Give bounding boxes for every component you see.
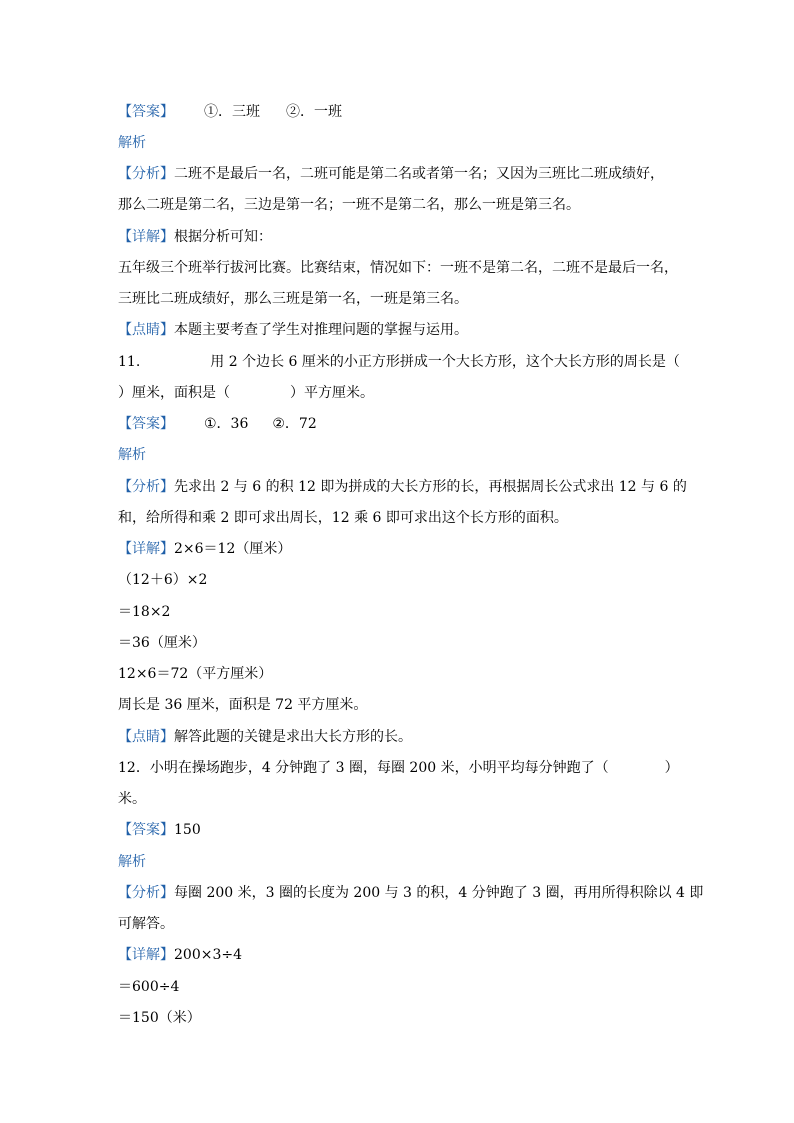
q12-calc-line: ＝150（米） <box>118 1010 201 1026</box>
xiangjie-tag: 【详解】 <box>118 229 174 245</box>
answer-tag: 【答案】 <box>118 822 174 838</box>
q10-fenxi-line1: 【分析】二班不是最后一名，二班可能是第二名或者第一名；又因为三班比二班成绩好， <box>118 166 664 182</box>
q11-question-line2: ）厘米，面积是（ ）平方厘米。 <box>118 385 374 401</box>
q11-conclusion-line: 周长是 36 厘米，面积是 72 平方厘米。 <box>118 697 368 713</box>
fenxi-tag: 【分析】 <box>118 479 174 495</box>
q11-number: 11. <box>118 354 141 370</box>
fenxi-tag: 【分析】 <box>118 166 174 182</box>
dianjing-tag: 【点睛】 <box>118 322 174 338</box>
q12-question-line1: 12．小明在操场跑步，4 分钟跑了 3 圈，每圈 200 米，小明平均每分钟跑了（ ） <box>118 760 679 776</box>
q10-fenxi-line2: 那么二班是第二名，三边是第一名；一班不是第二名，那么一班是第三名。 <box>118 197 580 213</box>
q11-fenxi-line2: 和，给所得和乘 2 即可求出周长，12 乘 6 即可求出这个长方形的面积。 <box>118 510 568 526</box>
q12-answer-line <box>118 821 201 839</box>
q10-xiangjie-line: 【详解】根据分析可知： <box>118 229 272 245</box>
q10-answer-1: ①．三班 <box>204 104 260 120</box>
q11-calc-line: ＝36（厘米） <box>118 635 206 651</box>
q11-dianjing-line: 【点睛】解答此题的关键是求出大长方形的长。 <box>118 729 412 745</box>
q12-xiangjie-line: 【详解】200×3÷4 <box>118 947 242 963</box>
q12-fenxi-line2: 可解答。 <box>118 916 174 932</box>
answer-tag: 【答案】 <box>118 104 174 120</box>
xiangjie-tag: 【详解】 <box>118 541 174 557</box>
q11-calc-line: （12＋6）×2 <box>118 572 208 588</box>
fenxi-tag: 【分析】 <box>118 885 174 901</box>
q10-detail-line1: 五年级三个班举行拔河比赛。比赛结束，情况如下：一班不是第二名，二班不是最后一名， <box>118 260 678 276</box>
q12-question-line2: 米。 <box>118 791 146 807</box>
answer-tag: 【答案】 <box>118 416 174 432</box>
q10-answer-line <box>118 103 342 121</box>
q12-analysis-heading: 解析 <box>118 854 146 870</box>
dianjing-tag: 【点睛】 <box>118 729 174 745</box>
q10-answer-2: ②．一班 <box>286 104 342 120</box>
q11-calc-line: ＝18×2 <box>118 604 171 620</box>
xiangjie-tag: 【详解】 <box>118 947 174 963</box>
q10-analysis-heading: 解析 <box>118 135 146 151</box>
q10-dianjing-line: 【点睛】本题主要考查了学生对推理问题的掌握与运用。 <box>118 322 468 338</box>
q11-answer-1: ①．36 <box>204 416 249 432</box>
q10-detail-line2: 三班比二班成绩好，那么三班是第一名，一班是第三名。 <box>118 291 468 307</box>
q11-xiangjie-line: 【详解】2×6＝12（厘米） <box>118 541 292 557</box>
q11-analysis-heading: 解析 <box>118 447 146 463</box>
q12-calc-line: ＝600÷4 <box>118 979 180 995</box>
q11-answer-2: ②．72 <box>272 416 317 432</box>
q12-fenxi-line1: 【分析】每圈 200 米，3 圈的长度为 200 与 3 的积，4 分钟跑了 3 圈，再用所得积除以 4 即 <box>118 885 704 901</box>
q12-answer: 150 <box>174 822 201 838</box>
q11-calc-line: 12×6＝72（平方厘米） <box>118 666 273 682</box>
q11-answer-line <box>118 415 317 433</box>
q11-fenxi-line1: 【分析】先求出 2 与 6 的积 12 即为拼成的大长方形的长，再根据周长公式求出 12 与 6 的 <box>118 479 687 495</box>
q11-question-line1: 11. 用 2 个边长 6 厘米的小正方形拼成一个大长方形，这个大长方形的周长是（ <box>118 354 680 370</box>
